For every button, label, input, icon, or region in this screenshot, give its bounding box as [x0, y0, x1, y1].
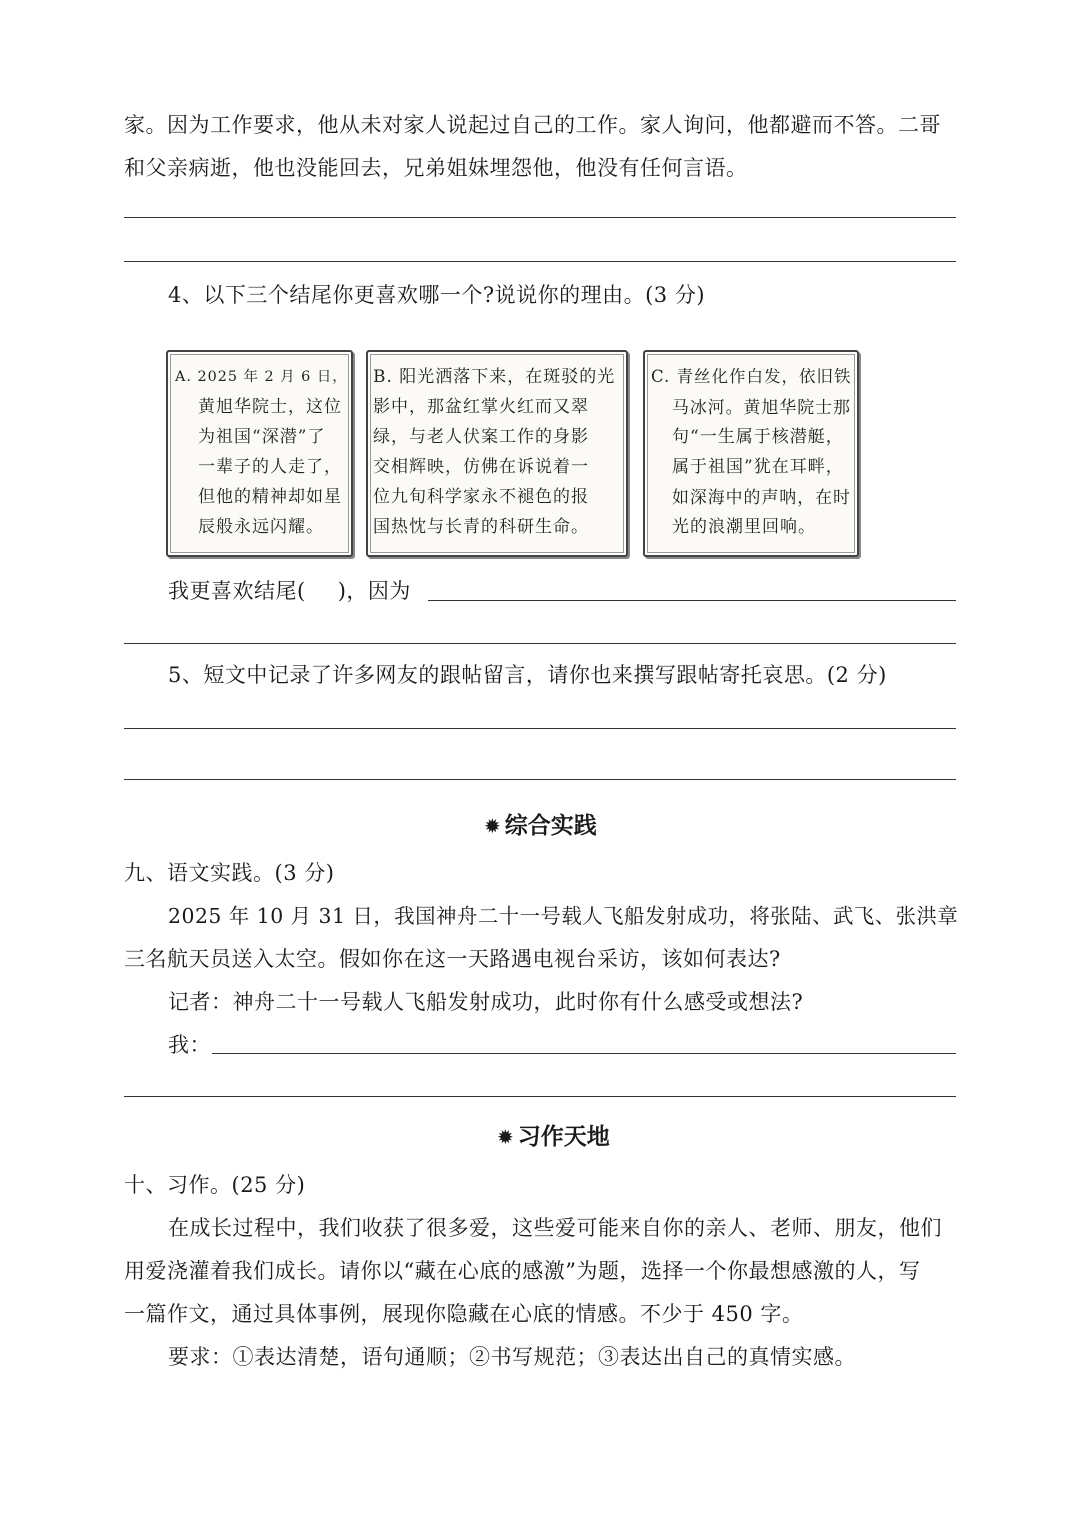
ending-option-c-line: 马冰河。黄旭华院士那 — [672, 397, 851, 417]
ending-option-a-line: 黄旭华院士，这位 — [198, 397, 342, 417]
ending-option-c-line: C. 青丝化作白发，依旧铁 — [651, 367, 852, 386]
section-heading-practice-text: 综合实践 — [504, 813, 597, 839]
practice-title: 九、语文实践。(3 分) — [124, 861, 335, 885]
writing-title: 十、习作。(25 分) — [124, 1173, 306, 1197]
writing-para-line-1: 在成长过程中，我们收获了很多爱，这些爱可能来自你的亲人、老师、朋友，他们 — [168, 1216, 942, 1240]
me-label: 我： — [168, 1033, 211, 1057]
ending-option-a-line: 一辈子的人走了， — [198, 457, 342, 477]
star-icon: ✹ — [497, 1125, 514, 1149]
q4-answer-mid: )，因为 — [337, 579, 411, 603]
ending-option-c-line: 如深海中的声呐，在时 — [672, 487, 851, 507]
ending-option-b-line: 国热忱与长青的科研生命。 — [373, 517, 589, 537]
answer-line[interactable] — [124, 217, 956, 218]
section-heading-writing — [497, 1122, 610, 1152]
q4-answer-prefix: 我更喜欢结尾( — [168, 579, 306, 603]
ending-option-b-line: 交相辉映，仿佛在诉说着一 — [373, 457, 589, 477]
ending-option-a-line: 但他的精神却如星 — [198, 487, 342, 507]
answer-line[interactable] — [124, 1096, 956, 1097]
answer-line[interactable] — [124, 728, 956, 729]
ending-option-b-line: 绿，与老人伏案工作的身影 — [373, 427, 589, 447]
section-heading-writing-text: 习作天地 — [517, 1124, 610, 1150]
star-icon: ✹ — [484, 814, 501, 838]
intro-line-2: 和父亲病逝，他也没能回去，兄弟姐妹埋怨他，他没有任何言语。 — [124, 156, 748, 180]
ending-option-a-line: 辰般永远闪耀。 — [198, 517, 324, 537]
writing-para-line-3: 一篇作文，通过具体事例，展现你隐藏在心底的情感。不少于 450 字。 — [124, 1302, 804, 1326]
q4-prompt: 4、以下三个结尾你更喜欢哪一个?说说你的理由。(3 分) — [168, 283, 706, 307]
intro-line-1: 家。因为工作要求，他从未对家人说起过自己的工作。家人询问，他都避而不答。二哥 — [124, 113, 941, 137]
ending-option-c-line: 光的浪潮里回响。 — [672, 517, 816, 537]
ending-option-a-line: 为祖国“深潜”了 — [198, 427, 326, 447]
ending-option-a-line: A. 2025 年 2 月 6 日， — [175, 369, 348, 385]
ending-option-b-line: 位九旬科学家永不褪色的报 — [373, 487, 589, 507]
answer-line[interactable] — [124, 643, 956, 644]
reporter-question: 记者：神舟二十一号载人飞船发射成功，此时你有什么感受或想法? — [168, 990, 804, 1014]
practice-para-line-2: 三名航天员送入太空。假如你在这一天路遇电视台采访，该如何表达? — [124, 947, 781, 971]
practice-para-line-1: 2025 年 10 月 31 日，我国神舟二十一号载人飞船发射成功，将张陆、武飞、张洪章 — [168, 904, 959, 928]
writing-requirements: 要求：①表达清楚，语句通顺；②书写规范；③表达出自己的真情实感。 — [168, 1345, 856, 1369]
q4-answer-row — [168, 576, 411, 606]
section-heading-practice — [484, 811, 597, 841]
answer-line[interactable] — [124, 779, 956, 780]
ending-option-c-line: 句“一生属于核潜艇， — [672, 427, 844, 447]
ending-option-b-line: B. 阳光洒落下来，在斑驳的光 — [373, 367, 616, 387]
answer-line[interactable] — [124, 261, 956, 262]
writing-para-line-2: 用爱浇灌着我们成长。请你以“藏在心底的感激”为题，选择一个你最想感激的人，写 — [124, 1259, 921, 1283]
ending-option-b-line: 影中，那盆红掌火红而又翠 — [373, 397, 589, 417]
ending-option-c-line: 属于祖国”犹在耳畔， — [672, 457, 844, 477]
reason-answer-line[interactable] — [428, 600, 956, 601]
my-answer-line[interactable] — [212, 1053, 956, 1054]
q5-prompt: 5、短文中记录了许多网友的跟帖留言，请你也来撰写跟帖寄托哀思。(2 分) — [168, 663, 887, 687]
